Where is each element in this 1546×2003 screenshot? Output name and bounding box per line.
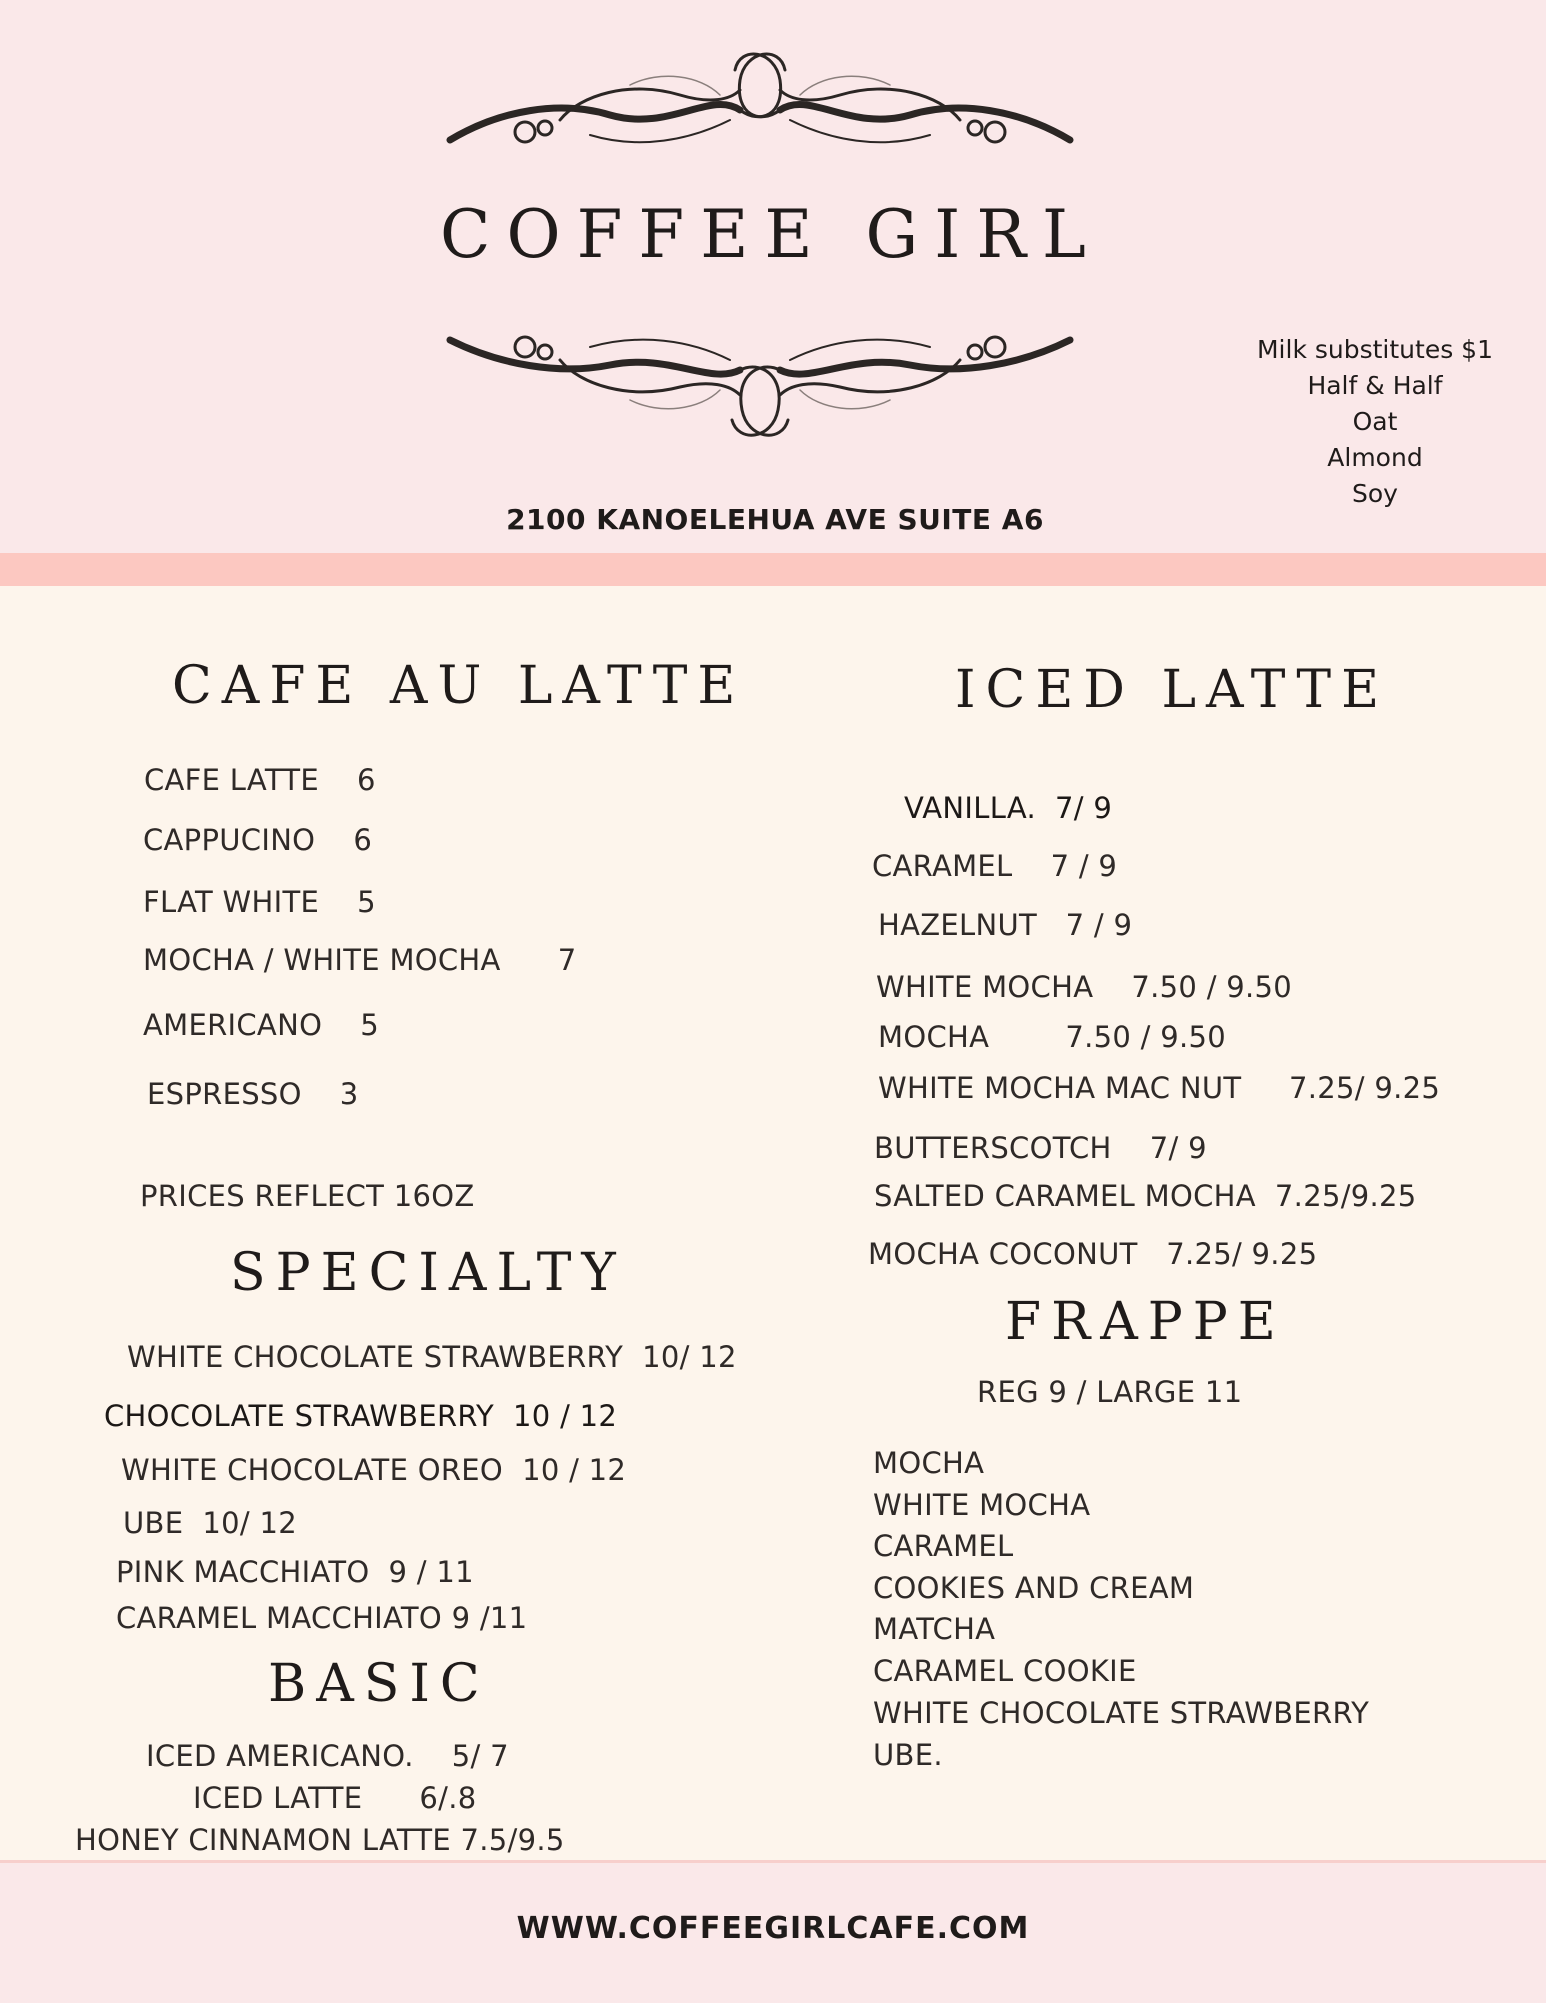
- menu-item: CARAMEL COOKIE: [873, 1654, 1137, 1688]
- section-title-iced-latte: ICED LATTE: [955, 660, 1390, 720]
- menu-item: MOCHA / WHITE MOCHA 7: [143, 943, 577, 977]
- menu-item: CAPPUCINO 6: [143, 823, 373, 857]
- cafe-address: 2100 KANOELEHUA AVE SUITE A6: [506, 503, 1044, 536]
- website-link[interactable]: WWW.COFFEEGIRLCAFE.COM: [516, 1911, 1030, 1946]
- menu-item: VANILLA. 7/ 9: [904, 791, 1113, 825]
- menu-item: UBE.: [873, 1738, 943, 1772]
- frappe-sizes: REG 9 / LARGE 11: [977, 1375, 1243, 1409]
- menu-item: WHITE CHOCOLATE OREO 10 / 12: [121, 1453, 627, 1487]
- menu-item: PINK MACCHIATO 9 / 11: [116, 1555, 474, 1589]
- menu-item: CHOCOLATE STRAWBERRY 10 / 12: [104, 1399, 618, 1433]
- section-title-frappe: FRAPPE: [1005, 1292, 1286, 1352]
- menu-item: ICED AMERICANO. 5/ 7: [146, 1739, 509, 1773]
- milk-option: Half & Half: [1307, 371, 1443, 400]
- brand-title: COFFEE GIRL: [440, 196, 1102, 273]
- section-title-basic: BASIC: [268, 1654, 490, 1714]
- menu-item: WHITE MOCHA: [873, 1488, 1091, 1522]
- menu-item: ESPRESSO 3: [147, 1077, 359, 1111]
- prices-note: PRICES REFLECT 16OZ: [140, 1179, 475, 1213]
- menu-item: HAZELNUT 7 / 9: [878, 908, 1133, 942]
- menu-item: MOCHA 7.50 / 9.50: [878, 1020, 1227, 1054]
- menu-item: WHITE MOCHA 7.50 / 9.50: [876, 970, 1293, 1004]
- menu-item: BUTTERSCOTCH 7/ 9: [874, 1131, 1207, 1165]
- menu-item: MATCHA: [873, 1612, 996, 1646]
- menu-item: WHITE CHOCOLATE STRAWBERRY: [873, 1696, 1370, 1730]
- milk-option: Oat: [1352, 407, 1398, 436]
- menu-item: WHITE MOCHA MAC NUT 7.25/ 9.25: [878, 1071, 1441, 1105]
- section-title-specialty: SPECIALTY: [230, 1243, 626, 1303]
- milk-option: Almond: [1327, 443, 1423, 472]
- menu-item: CARAMEL: [873, 1529, 1014, 1563]
- menu-item: HONEY CINNAMON LATTE 7.5/9.5: [75, 1823, 565, 1857]
- milk-option: Soy: [1352, 479, 1398, 508]
- menu-item: MOCHA: [873, 1446, 985, 1480]
- menu-item: CARAMEL MACCHIATO 9 /11: [116, 1601, 528, 1635]
- menu-item: CAFE LATTE 6: [144, 763, 376, 797]
- menu-item: UBE 10/ 12: [123, 1506, 297, 1540]
- section-title-cafe-au-latte: CAFE AU LATTE: [172, 656, 746, 716]
- menu-item: AMERICANO 5: [143, 1008, 380, 1042]
- menu-item: CARAMEL 7 / 9: [872, 849, 1118, 883]
- menu-item: FLAT WHITE 5: [143, 885, 376, 919]
- menu-item: ICED LATTE 6/.8: [193, 1781, 477, 1815]
- flourish-bottom-ornament-icon: [440, 325, 1080, 450]
- menu-item: COOKIES AND CREAM: [873, 1571, 1195, 1605]
- milk-substitutes-title: Milk substitutes $1: [1256, 335, 1493, 364]
- milk-substitutes-box: [1220, 332, 1530, 512]
- menu-item: MOCHA COCONUT 7.25/ 9.25: [868, 1237, 1318, 1271]
- menu-item: SALTED CARAMEL MOCHA 7.25/9.25: [874, 1179, 1417, 1213]
- pink-divider-band: [0, 553, 1546, 586]
- menu-item: WHITE CHOCOLATE STRAWBERRY 10/ 12: [127, 1340, 737, 1374]
- flourish-top-ornament-icon: [440, 40, 1080, 160]
